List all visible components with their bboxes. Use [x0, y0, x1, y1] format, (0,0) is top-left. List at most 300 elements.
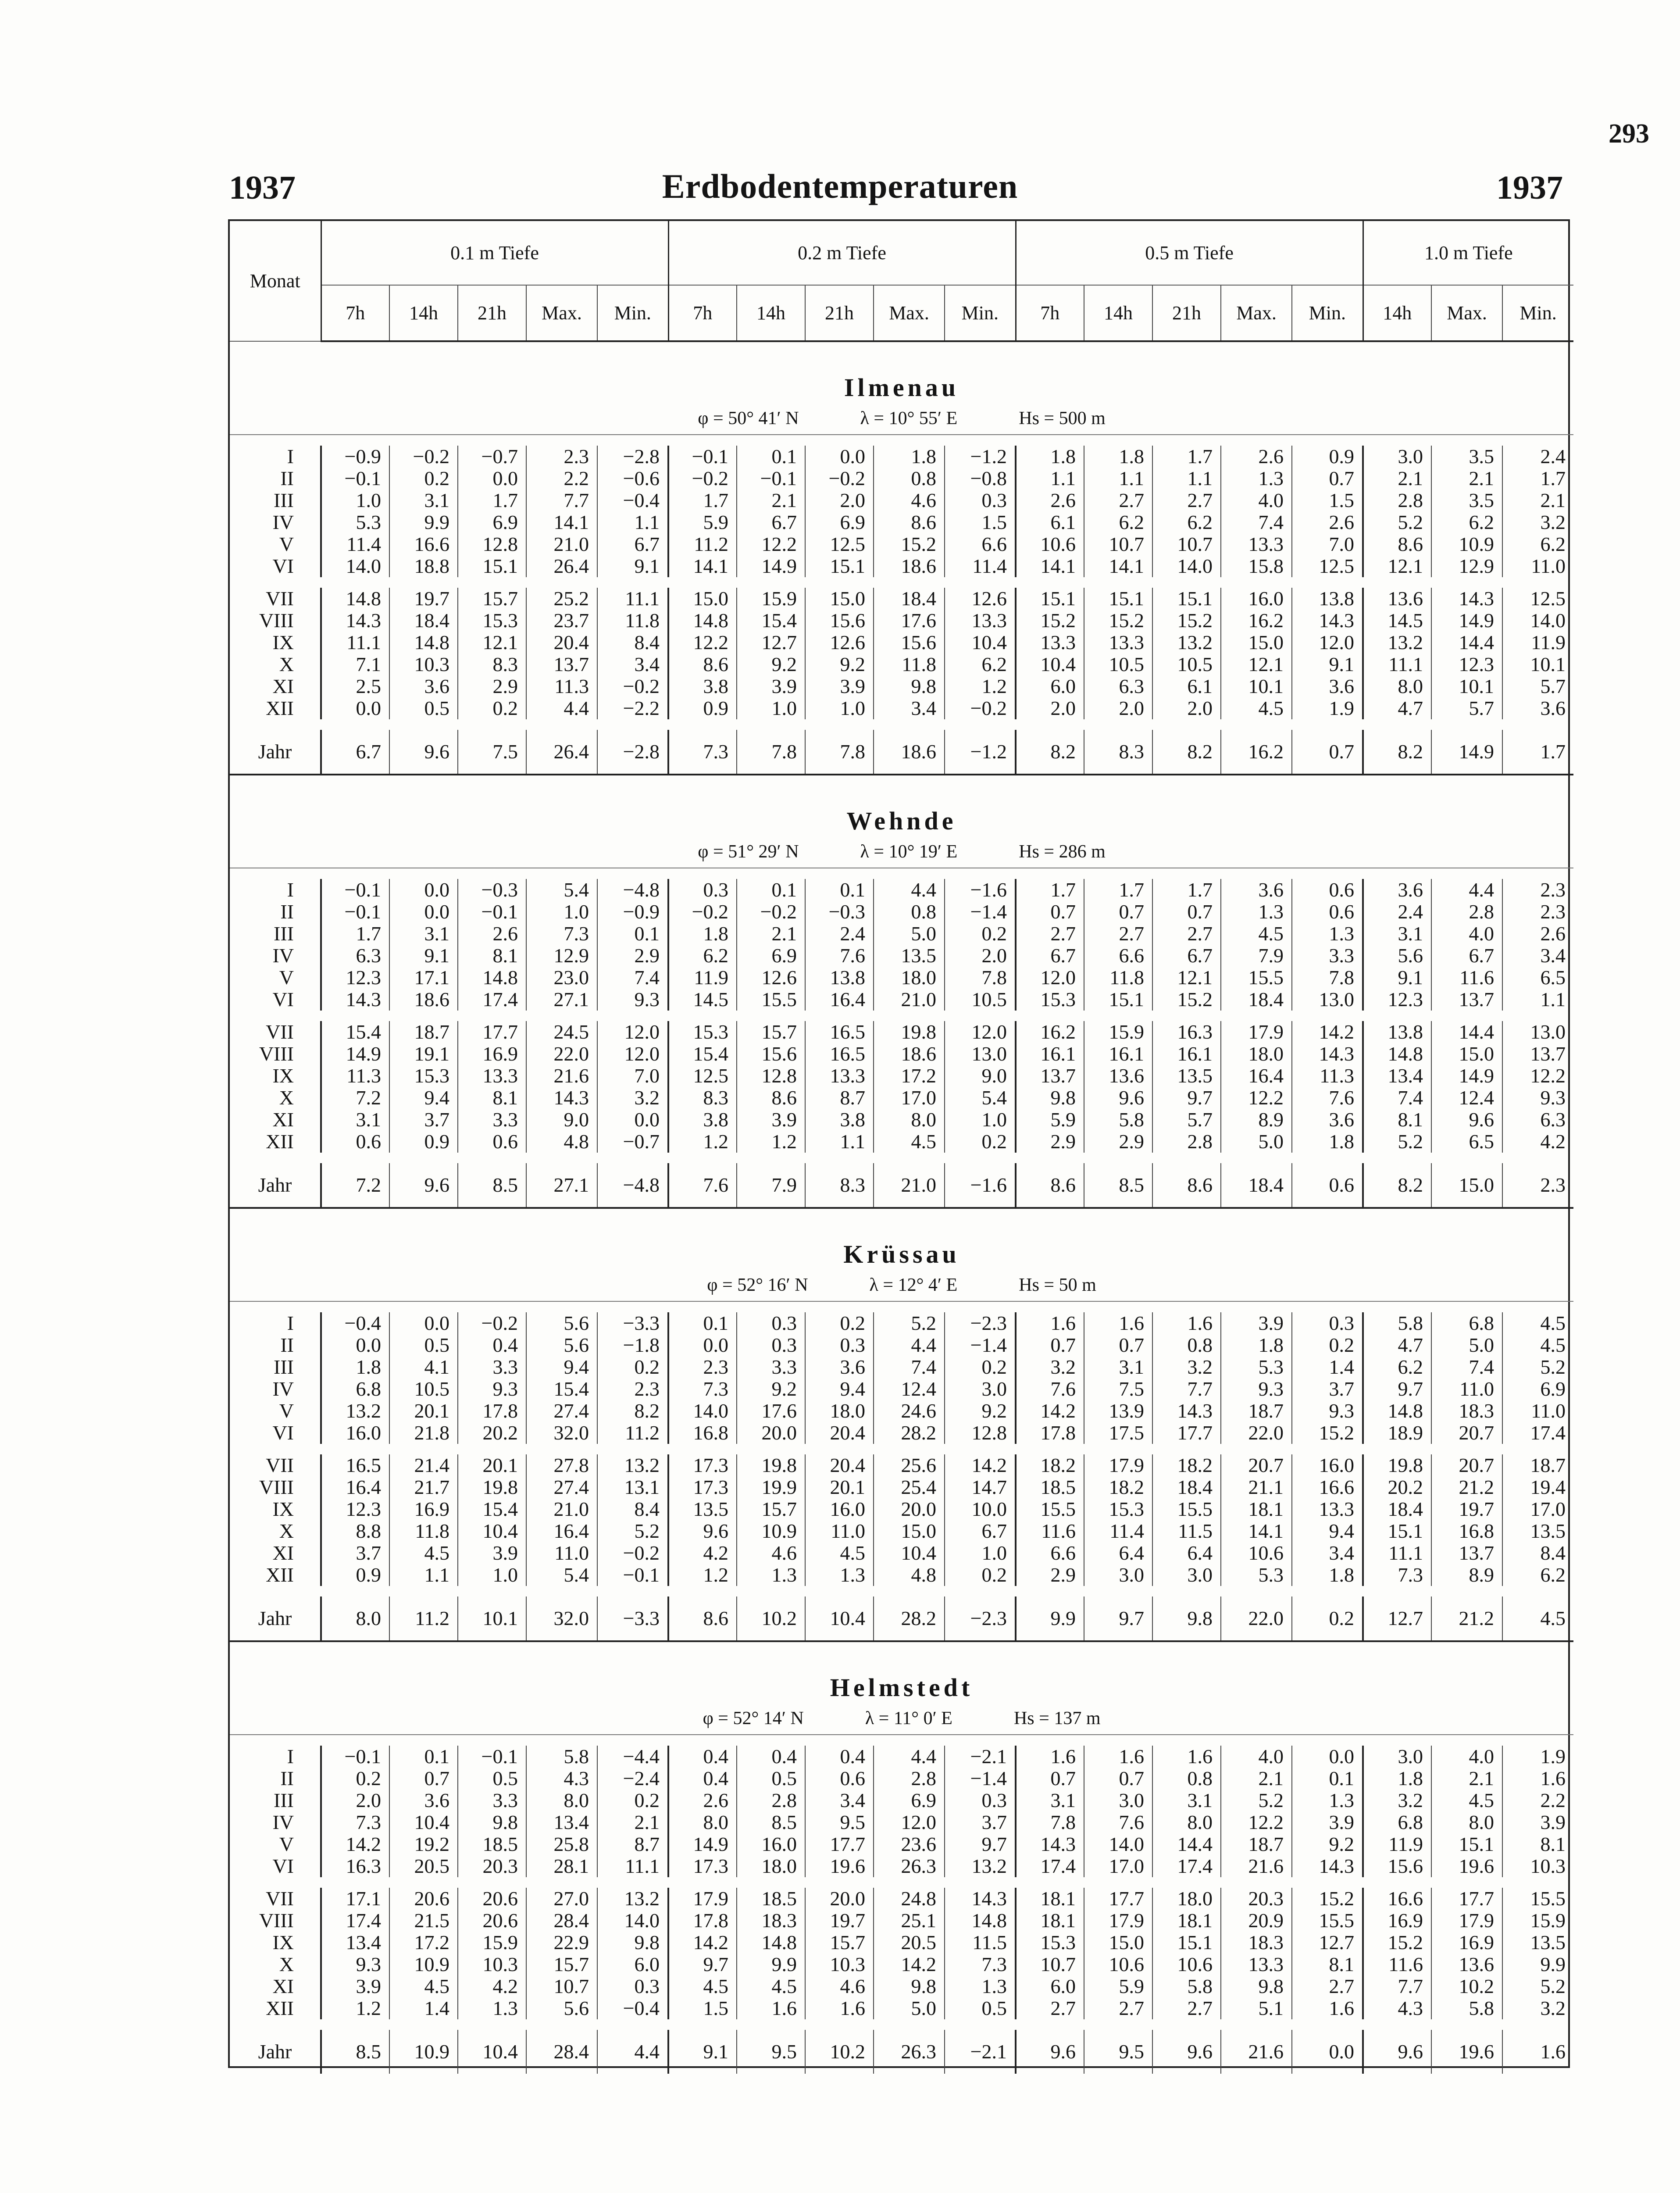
value-cell: 12.1 — [1221, 654, 1292, 675]
value-cell: 6.3 — [321, 945, 389, 967]
value-cell: 13.4 — [321, 1932, 389, 1954]
value-cell: 0.1 — [1292, 1768, 1363, 1789]
value-cell: 6.4 — [1152, 1542, 1221, 1564]
value-cell: 1.1 — [597, 511, 668, 533]
value-cell: 0.7 — [1292, 468, 1363, 489]
value-cell: −0.1 — [321, 468, 389, 489]
value-cell: 16.8 — [1431, 1520, 1502, 1542]
value-cell: 25.6 — [874, 1454, 945, 1476]
value-cell: 9.5 — [805, 1811, 874, 1833]
value-cell: 2.0 — [1152, 697, 1221, 719]
value-cell: 1.3 — [805, 1564, 874, 1586]
value-cell: 17.7 — [1152, 1422, 1221, 1444]
value-cell: 9.1 — [597, 555, 668, 577]
value-cell: 6.2 — [1502, 1564, 1573, 1586]
value-cell: 17.2 — [874, 1065, 945, 1087]
value-cell: 4.8 — [526, 1131, 597, 1153]
value-cell: 14.8 — [1363, 1043, 1431, 1065]
value-cell: 3.0 — [1363, 446, 1431, 468]
value-cell: 1.8 — [874, 446, 945, 468]
value-cell: 2.7 — [1152, 1997, 1221, 2019]
latitude: φ = 52° 16′ N — [707, 1275, 808, 1295]
value-cell: −0.7 — [458, 446, 526, 468]
value-cell: 14.5 — [668, 989, 737, 1011]
value-cell: 18.4 — [1221, 989, 1292, 1011]
value-cell: 2.8 — [737, 1789, 805, 1811]
month-label: I — [230, 446, 321, 468]
column-header: 21h — [1152, 285, 1221, 341]
value-cell: 4.4 — [526, 697, 597, 719]
value-cell: 7.4 — [1221, 511, 1292, 533]
value-cell: 13.2 — [945, 1855, 1016, 1877]
month-label: VIII — [230, 1910, 321, 1932]
annual-row — [230, 1597, 1573, 1641]
value-cell: 9.1 — [1292, 654, 1363, 675]
value-cell: 9.3 — [321, 1954, 389, 1975]
station-coordinates-row — [230, 1703, 1573, 1735]
value-cell: 18.4 — [1363, 1498, 1431, 1520]
longitude: λ = 11° 0′ E — [865, 1708, 952, 1729]
value-cell: 12.2 — [1221, 1087, 1292, 1109]
value-cell: 9.4 — [389, 1087, 458, 1109]
value-cell: 13.7 — [1431, 989, 1502, 1011]
value-cell: 0.4 — [805, 1746, 874, 1768]
value-cell: 12.3 — [321, 1498, 389, 1520]
value-cell: 17.4 — [1152, 1855, 1221, 1877]
value-cell: 1.6 — [1152, 1746, 1221, 1768]
value-cell: 15.2 — [1084, 610, 1152, 632]
value-cell: −0.1 — [597, 1564, 668, 1586]
value-cell: 4.3 — [1363, 1997, 1431, 2019]
month-label: II — [230, 1334, 321, 1356]
value-cell: −1.2 — [945, 730, 1016, 775]
value-cell: 4.1 — [389, 1356, 458, 1378]
value-cell: 21.6 — [1221, 2030, 1292, 2074]
station-block-header — [230, 775, 1573, 836]
value-cell: 12.1 — [1363, 555, 1431, 577]
value-cell: 0.6 — [1292, 879, 1363, 901]
value-cell: 1.7 — [668, 489, 737, 511]
value-cell: 14.9 — [737, 555, 805, 577]
column-header: 7h — [668, 285, 737, 341]
value-cell: 20.1 — [389, 1400, 458, 1422]
value-cell: 4.7 — [1363, 1334, 1431, 1356]
value-cell: 15.7 — [737, 1498, 805, 1520]
value-cell: 16.3 — [321, 1855, 389, 1877]
value-cell: 0.2 — [597, 1789, 668, 1811]
value-cell: 7.4 — [1363, 1087, 1431, 1109]
value-cell: 2.0 — [1084, 697, 1152, 719]
value-cell: 8.6 — [1016, 1163, 1084, 1208]
value-cell: 5.8 — [1363, 1312, 1431, 1334]
value-cell: 1.2 — [945, 675, 1016, 697]
value-cell: 11.2 — [668, 533, 737, 555]
value-cell: 2.7 — [1152, 923, 1221, 945]
value-cell: 3.8 — [805, 1109, 874, 1131]
value-cell: 3.6 — [1292, 1109, 1363, 1131]
value-cell: 10.4 — [805, 1597, 874, 1641]
spacer-row — [230, 435, 1573, 446]
value-cell: 20.0 — [874, 1498, 945, 1520]
value-cell: 20.7 — [1221, 1454, 1292, 1476]
value-cell: 18.3 — [737, 1910, 805, 1932]
month-label: XI — [230, 1109, 321, 1131]
value-cell: 8.1 — [1363, 1109, 1431, 1131]
value-cell: 8.0 — [321, 1597, 389, 1641]
value-cell: 10.5 — [1084, 654, 1152, 675]
value-cell: 9.6 — [668, 1520, 737, 1542]
value-cell: 3.1 — [321, 1109, 389, 1131]
value-cell: 9.8 — [458, 1811, 526, 1833]
column-header: 14h — [737, 285, 805, 341]
value-cell: 9.6 — [1431, 1109, 1502, 1131]
month-row — [230, 1109, 1573, 1131]
month-row — [230, 654, 1573, 675]
depth-header-row — [230, 221, 1573, 285]
month-row — [230, 1932, 1573, 1954]
month-label: VI — [230, 989, 321, 1011]
value-cell: 7.6 — [668, 1163, 737, 1208]
year-left: 1937 — [229, 169, 296, 206]
value-cell: 2.6 — [1016, 489, 1084, 511]
value-cell: −1.4 — [945, 901, 1016, 923]
value-cell: 16.6 — [1292, 1476, 1363, 1498]
value-cell: 1.4 — [389, 1997, 458, 2019]
value-cell: −0.9 — [321, 446, 389, 468]
value-cell: −0.2 — [597, 675, 668, 697]
value-cell: 15.0 — [874, 1520, 945, 1542]
value-cell: 15.5 — [1152, 1498, 1221, 1520]
value-cell: 2.3 — [1502, 879, 1573, 901]
month-label: VII — [230, 1888, 321, 1910]
value-cell: 15.4 — [321, 1021, 389, 1043]
value-cell: 3.2 — [1502, 511, 1573, 533]
value-cell: −0.2 — [597, 1542, 668, 1564]
value-cell: 8.4 — [1502, 1542, 1573, 1564]
value-cell: 2.3 — [1502, 901, 1573, 923]
value-cell: 12.9 — [1431, 555, 1502, 577]
value-cell: 3.3 — [737, 1356, 805, 1378]
value-cell: 5.2 — [1221, 1789, 1292, 1811]
month-label: II — [230, 468, 321, 489]
value-cell: 3.2 — [1016, 1356, 1084, 1378]
value-cell: 9.0 — [526, 1109, 597, 1131]
value-cell: 3.4 — [874, 697, 945, 719]
column-header: Max. — [1431, 285, 1502, 341]
value-cell: 4.5 — [1431, 1789, 1502, 1811]
value-cell: 27.4 — [526, 1476, 597, 1498]
station-block-header — [230, 1641, 1573, 1703]
value-cell: 4.3 — [526, 1768, 597, 1789]
value-cell: 24.8 — [874, 1888, 945, 1910]
value-cell: 20.4 — [526, 632, 597, 654]
value-cell: 13.8 — [1363, 1021, 1431, 1043]
value-cell: 14.3 — [1152, 1400, 1221, 1422]
value-cell: 18.5 — [1016, 1476, 1084, 1498]
value-cell: 0.2 — [945, 1131, 1016, 1153]
value-cell: 11.6 — [1363, 1954, 1431, 1975]
value-cell: 9.1 — [389, 945, 458, 967]
value-cell: 8.3 — [668, 1087, 737, 1109]
value-cell: 7.6 — [1292, 1087, 1363, 1109]
value-cell: 3.2 — [597, 1087, 668, 1109]
value-cell: 20.0 — [805, 1888, 874, 1910]
value-cell: 15.7 — [737, 1021, 805, 1043]
station-coordinates — [230, 1269, 1573, 1301]
value-cell: 0.0 — [597, 1109, 668, 1131]
value-cell: 18.3 — [1431, 1400, 1502, 1422]
value-cell: 20.2 — [458, 1422, 526, 1444]
value-cell: 18.4 — [874, 588, 945, 610]
value-cell: 6.7 — [321, 730, 389, 775]
value-cell: 12.5 — [668, 1065, 737, 1087]
value-cell: 13.7 — [1431, 1542, 1502, 1564]
value-cell: 1.6 — [1502, 1768, 1573, 1789]
value-cell: 10.9 — [389, 1954, 458, 1975]
value-cell: 2.8 — [1431, 901, 1502, 923]
value-cell: 3.1 — [1363, 923, 1431, 945]
month-row — [230, 1498, 1573, 1520]
value-cell: 13.3 — [458, 1065, 526, 1087]
value-cell: −0.1 — [321, 1746, 389, 1768]
value-cell: 17.3 — [668, 1855, 737, 1877]
value-cell: 6.8 — [1363, 1811, 1431, 1833]
value-cell: 16.3 — [1152, 1021, 1221, 1043]
value-cell: 8.3 — [805, 1163, 874, 1208]
value-cell: 3.1 — [1016, 1789, 1084, 1811]
value-cell: 14.9 — [668, 1833, 737, 1855]
value-cell: 18.5 — [458, 1833, 526, 1855]
value-cell: 11.0 — [805, 1520, 874, 1542]
value-cell: −0.1 — [668, 446, 737, 468]
value-cell: 12.7 — [1292, 1932, 1363, 1954]
value-cell: 14.2 — [1292, 1021, 1363, 1043]
value-cell: 15.8 — [1221, 555, 1292, 577]
value-cell: 0.6 — [458, 1131, 526, 1153]
value-cell: 11.0 — [526, 1542, 597, 1564]
value-cell: 13.2 — [597, 1454, 668, 1476]
month-row — [230, 1997, 1573, 2019]
value-cell: 23.0 — [526, 967, 597, 989]
value-cell: 8.7 — [597, 1833, 668, 1855]
value-cell: 6.0 — [597, 1954, 668, 1975]
value-cell: 9.4 — [805, 1378, 874, 1400]
value-cell: 13.6 — [1084, 1065, 1152, 1087]
value-cell: 1.8 — [321, 1356, 389, 1378]
value-cell: 22.0 — [1221, 1597, 1292, 1641]
value-cell: 15.1 — [1084, 588, 1152, 610]
value-cell: 14.5 — [1363, 610, 1431, 632]
value-cell: 15.0 — [1431, 1043, 1502, 1065]
value-cell: 18.8 — [389, 555, 458, 577]
value-cell: 1.7 — [1152, 446, 1221, 468]
value-cell: 5.2 — [1363, 1131, 1431, 1153]
value-cell: 3.4 — [805, 1789, 874, 1811]
value-cell: 7.6 — [1084, 1811, 1152, 1833]
value-cell: 18.4 — [389, 610, 458, 632]
value-cell: 14.4 — [1152, 1833, 1221, 1855]
value-cell: 13.7 — [526, 654, 597, 675]
value-cell: 6.8 — [1431, 1312, 1502, 1334]
value-cell: 2.8 — [1363, 489, 1431, 511]
value-cell: 17.5 — [1084, 1422, 1152, 1444]
value-cell: 9.7 — [1363, 1378, 1431, 1400]
month-row — [230, 1065, 1573, 1087]
value-cell: 14.0 — [1502, 610, 1573, 632]
value-cell: 3.3 — [1292, 945, 1363, 967]
month-label: X — [230, 1954, 321, 1975]
value-cell: 2.9 — [458, 675, 526, 697]
month-label: III — [230, 489, 321, 511]
value-cell: −0.1 — [321, 901, 389, 923]
value-cell: 3.8 — [668, 675, 737, 697]
value-cell: 9.6 — [1016, 2030, 1084, 2074]
value-cell: 3.7 — [945, 1811, 1016, 1833]
value-cell: 6.8 — [321, 1378, 389, 1400]
value-cell: 3.0 — [1084, 1564, 1152, 1586]
value-cell: −4.4 — [597, 1746, 668, 1768]
value-cell: 15.5 — [1221, 967, 1292, 989]
value-cell: 1.3 — [737, 1564, 805, 1586]
value-cell: 3.1 — [389, 923, 458, 945]
value-cell: 15.0 — [668, 588, 737, 610]
value-cell: 7.1 — [321, 654, 389, 675]
value-cell: 9.4 — [526, 1356, 597, 1378]
value-cell: 14.3 — [1292, 610, 1363, 632]
month-label: X — [230, 1087, 321, 1109]
value-cell: 10.7 — [1152, 533, 1221, 555]
value-cell: 3.2 — [1152, 1356, 1221, 1378]
month-row — [230, 1131, 1573, 1153]
value-cell: 12.0 — [874, 1811, 945, 1833]
value-cell: 0.0 — [389, 879, 458, 901]
value-cell: 18.6 — [874, 1043, 945, 1065]
month-label: XII — [230, 1997, 321, 2019]
value-cell: 0.2 — [1292, 1334, 1363, 1356]
value-cell: 5.6 — [526, 1334, 597, 1356]
value-cell: 14.9 — [1431, 730, 1502, 775]
value-cell: 21.7 — [389, 1476, 458, 1498]
value-cell: 6.7 — [1152, 945, 1221, 967]
value-cell: 7.3 — [668, 730, 737, 775]
value-cell: 8.6 — [874, 511, 945, 533]
value-cell: −0.8 — [945, 468, 1016, 489]
value-cell: 9.3 — [458, 1378, 526, 1400]
value-cell: 5.9 — [1084, 1975, 1152, 1997]
value-cell: 7.8 — [1016, 1811, 1084, 1833]
value-cell: 0.0 — [668, 1334, 737, 1356]
value-cell: 15.2 — [1016, 610, 1084, 632]
value-cell: 27.8 — [526, 1454, 597, 1476]
value-cell: −0.2 — [737, 901, 805, 923]
value-cell: 12.5 — [1292, 555, 1363, 577]
value-cell: 1.6 — [737, 1997, 805, 2019]
month-label: III — [230, 923, 321, 945]
longitude: λ = 10° 55′ E — [860, 408, 958, 429]
value-cell: 20.0 — [737, 1422, 805, 1444]
value-cell: 25.1 — [874, 1910, 945, 1932]
value-cell: 6.9 — [805, 511, 874, 533]
column-header: 21h — [458, 285, 526, 341]
value-cell: 17.9 — [1084, 1454, 1152, 1476]
value-cell: 17.0 — [1502, 1498, 1573, 1520]
value-cell: 16.9 — [1431, 1932, 1502, 1954]
value-cell: 16.6 — [1363, 1888, 1431, 1910]
month-label: XII — [230, 697, 321, 719]
value-cell: 8.6 — [668, 654, 737, 675]
value-cell: 7.8 — [805, 730, 874, 775]
spacer-row — [230, 1011, 1573, 1021]
value-cell: 12.9 — [526, 945, 597, 967]
value-cell: 6.9 — [737, 945, 805, 967]
value-cell: 6.5 — [1502, 967, 1573, 989]
value-cell: 14.8 — [737, 1932, 805, 1954]
value-cell: 9.6 — [389, 1163, 458, 1208]
value-cell: 32.0 — [526, 1597, 597, 1641]
value-cell: 18.0 — [1221, 1043, 1292, 1065]
value-cell: 21.6 — [526, 1065, 597, 1087]
column-header: Max. — [874, 285, 945, 341]
value-cell: 7.3 — [526, 923, 597, 945]
value-cell: 15.2 — [1152, 610, 1221, 632]
value-cell: 1.7 — [1152, 879, 1221, 901]
value-cell: 4.6 — [805, 1975, 874, 1997]
value-cell: 2.0 — [321, 1789, 389, 1811]
value-cell: 10.2 — [1431, 1975, 1502, 1997]
value-cell: −4.8 — [597, 879, 668, 901]
value-cell: 13.3 — [1221, 533, 1292, 555]
value-cell: 14.8 — [458, 967, 526, 989]
value-cell: 13.3 — [1016, 632, 1084, 654]
station-name: Helmstedt — [230, 1641, 1573, 1703]
value-cell: 13.3 — [805, 1065, 874, 1087]
value-cell: 8.1 — [1502, 1833, 1573, 1855]
value-cell: 17.2 — [389, 1932, 458, 1954]
value-cell: 0.9 — [668, 697, 737, 719]
value-cell: −0.2 — [389, 446, 458, 468]
value-cell: 20.7 — [1431, 1454, 1502, 1476]
value-cell: 11.1 — [1363, 1542, 1431, 1564]
value-cell: 7.7 — [1363, 1975, 1431, 1997]
value-cell: 15.2 — [1152, 989, 1221, 1011]
value-cell: 9.7 — [1084, 1597, 1152, 1641]
value-cell: 5.9 — [1016, 1109, 1084, 1131]
month-label: IX — [230, 632, 321, 654]
value-cell: 3.6 — [389, 675, 458, 697]
value-cell: 15.1 — [1084, 989, 1152, 1011]
value-cell: 9.2 — [737, 654, 805, 675]
value-cell: 10.7 — [526, 1975, 597, 1997]
value-cell: 2.6 — [668, 1789, 737, 1811]
month-row — [230, 1312, 1573, 1334]
value-cell: 5.3 — [321, 511, 389, 533]
value-cell: 9.1 — [1363, 967, 1431, 989]
value-cell: 20.6 — [458, 1910, 526, 1932]
value-cell: 18.7 — [1221, 1400, 1292, 1422]
month-row — [230, 923, 1573, 945]
value-cell: 14.9 — [1431, 610, 1502, 632]
value-cell: 3.6 — [805, 1356, 874, 1378]
value-cell: 0.0 — [321, 697, 389, 719]
value-cell: 9.9 — [737, 1954, 805, 1975]
value-cell: 26.4 — [526, 730, 597, 775]
value-cell: 18.4 — [1221, 1163, 1292, 1208]
depth-header: 0.5 m Tiefe — [1016, 221, 1363, 285]
value-cell: 16.2 — [1221, 730, 1292, 775]
value-cell: 3.9 — [321, 1975, 389, 1997]
value-cell: 18.2 — [1084, 1476, 1152, 1498]
value-cell: 3.6 — [1292, 675, 1363, 697]
